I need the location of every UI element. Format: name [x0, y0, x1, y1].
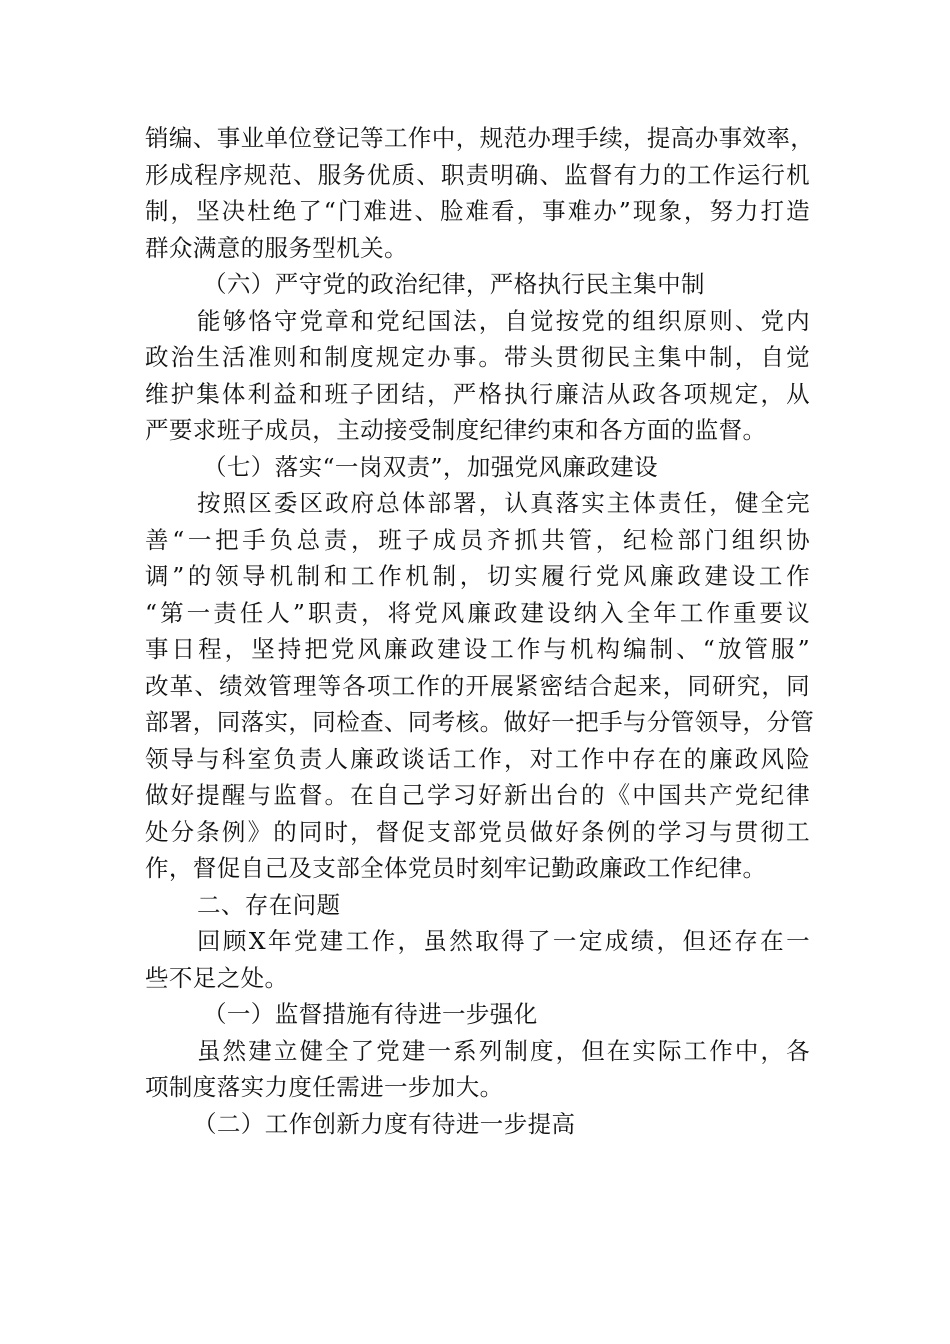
text-line: 作，督促自己及支部全体党员时刻牢记勤政廉政工作纪律。: [145, 854, 767, 882]
text-line: 能够恪守党章和党纪国法，自觉按党的组织原则、党内: [197, 306, 810, 335]
text-line: 做好提醒与监督。在自己学习好新出台的《中国共产党纪律: [145, 781, 810, 809]
text-line: 群众满意的服务型机关。: [145, 233, 408, 262]
text-line: 按照区委区政府总体部署，认真落实主体责任，健全完: [197, 489, 810, 517]
text-line: 处分条例》的同时，督促支部党员做好条例的学习与贯彻工: [145, 817, 810, 846]
paragraph-political-discipline: [145, 303, 810, 449]
text-line: 回顾X年党建工作，虽然取得了一定成绩，但还存在一: [197, 927, 810, 955]
section-heading-six: （六）严守党的政治纪律，严格执行民主集中制: [203, 270, 705, 298]
section-heading-seven: （七）落实“一岗双责”，加强党风廉政建设: [203, 452, 659, 481]
text-line: 形成程序规范、服务优质、职责明确、监督有力的工作运行机: [145, 160, 810, 189]
text-line: “第一责任人”职责，将党风廉政建设纳入全年工作重要议: [145, 598, 810, 627]
text-line: 项制度落实力度任需进一步加大。: [145, 1073, 504, 1101]
text-line: 善“一把手负总责，班子成员齐抓共管，纪检部门组织协: [145, 525, 810, 554]
document-body: [145, 120, 815, 1142]
text-line: 部署，同落实，同检查、同考核。做好一把手与分管领导，分管: [145, 708, 815, 736]
text-line: 事日程，坚持把党风廉政建设工作与机构编制、“放管服”: [145, 635, 810, 663]
text-line: 销编、事业单位登记等工作中，规范办理手续，提高办事效率，: [145, 124, 815, 152]
text-line: 政治生活准则和制度规定办事。带头贯彻民主集中制，自觉: [145, 343, 810, 371]
text-line: 改革、绩效管理等各项工作的开展紧密结合起来，同研究，同: [145, 671, 810, 700]
text-line: 领导与科室负责人廉政谈话工作，对工作中存在的廉政风险: [145, 744, 810, 773]
text-line: 调”的领导机制和工作机制，切实履行党风廉政建设工作: [145, 562, 810, 590]
text-line: 虽然建立健全了党建一系列制度，但在实际工作中，各: [197, 1036, 810, 1065]
text-line: 些不足之处。: [145, 963, 289, 992]
text-line: 严要求班子成员，主动接受制度纪律约束和各方面的监督。: [145, 416, 767, 444]
text-line: 维护集体利益和班子团结，严格执行廉洁从政各项规定，从: [145, 379, 810, 408]
paragraph-supervision: [145, 1033, 810, 1106]
paragraph-party-conduct: [145, 485, 815, 887]
paragraph-review: [145, 923, 810, 996]
section-heading-problems: 二、存在问题: [197, 890, 341, 919]
section-heading-two: （二）工作创新力度有待进一步提高: [193, 1109, 576, 1138]
text-line: 制，坚决杜绝了“门难进、脸难看，事难办”现象，努力打造: [145, 197, 810, 225]
section-heading-one: （一）监督措施有待进一步强化: [203, 1000, 538, 1028]
paragraph-service-efficiency: [145, 120, 815, 266]
